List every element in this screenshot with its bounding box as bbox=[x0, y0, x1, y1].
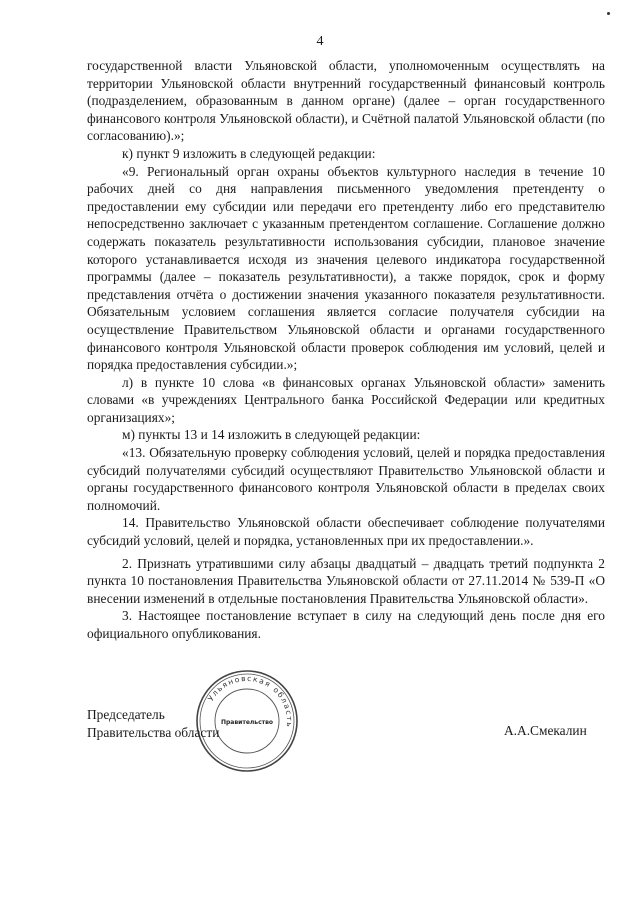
signature-role-line1: Председатель bbox=[87, 707, 165, 722]
seal-center-text: Правительство bbox=[220, 719, 274, 726]
document-body bbox=[87, 57, 605, 643]
paragraph: «13. Обязательную проверку соблюдения условий, целей и порядка предоставления субсидий получателями субсидий осуществляют Правительство Ульяновской области и органы государственного финансового контроля Ульяновской области в пределах своих полномочий. bbox=[87, 445, 605, 513]
paragraph: «9. Региональный орган охраны объектов культурного наследия в течение 10 рабочих дней со дня направления письменного уведомления претенденту о предоставлении ему субсидии или передачи его претенденту либо его представителю непосредственно заключает с указанным претендентом соглашение. Соглашение должно содержать показатель результативности использования субсидии, плановое значение которого устанавливается исходя из значения целевого индикатора государственной программы (далее – показатель результативности), а также порядок, срок и форму представления отчёта о достижении значения указанного показателя результативности. Обязательным условием соглашения является согласие получателя субсидии на осуществление Правительством Ульяновской области и органами государственного финансового контроля Ульяновской области проверок соблюдения им условий, целей и порядка предоставления субсидии.»; bbox=[87, 163, 605, 373]
page-number: 4 bbox=[316, 34, 324, 49]
paragraph: м) пункты 13 и 14 изложить в следующей редакции: bbox=[122, 427, 421, 443]
paragraph: 3. Настоящее постановление вступает в силу на следующий день после дня его официального опубликования. bbox=[87, 608, 605, 641]
paragraph: 14. Правительство Ульяновской области обеспечивает соблюдение получателями субсидий условий, целей и порядка, установленных при их предоставлении.». bbox=[87, 515, 605, 549]
seal-ring-text: Ульяновская область bbox=[205, 673, 295, 729]
signature-role-line2: Правительства области bbox=[87, 724, 220, 740]
paragraph: л) в пункте 10 слова «в финансовых органах Ульяновской области» заменить словами «в учреждениях Центрального банка Российской Федерации или кредитных организациях»; bbox=[87, 374, 605, 425]
paragraph: государственной власти Ульяновской области, уполномоченным осуществлять на территории Ульяновской области внутренний государственный финансовый контроль (подразделением, образованным в данном органе) (далее – орган государственного финансового контроля Ульяновской области), и Счётной палатой Ульяновской области (по согласованию).»; bbox=[87, 58, 605, 144]
signature-role bbox=[87, 706, 219, 741]
paragraph: к) пункт 9 изложить в следующей редакции: bbox=[122, 145, 376, 161]
signature-name: А.А.Смекалин bbox=[504, 723, 587, 738]
paragraph: 2. Признать утратившими силу абзацы двадцатый – двадцать третий подпункта 2 пункта 10 постановления Правительства Ульяновской области от 27.11.2014 № 539-П «О внесении изменений в отдельные постановления Правительства Ульяновской области». bbox=[87, 555, 605, 606]
corner-mark bbox=[607, 12, 610, 15]
